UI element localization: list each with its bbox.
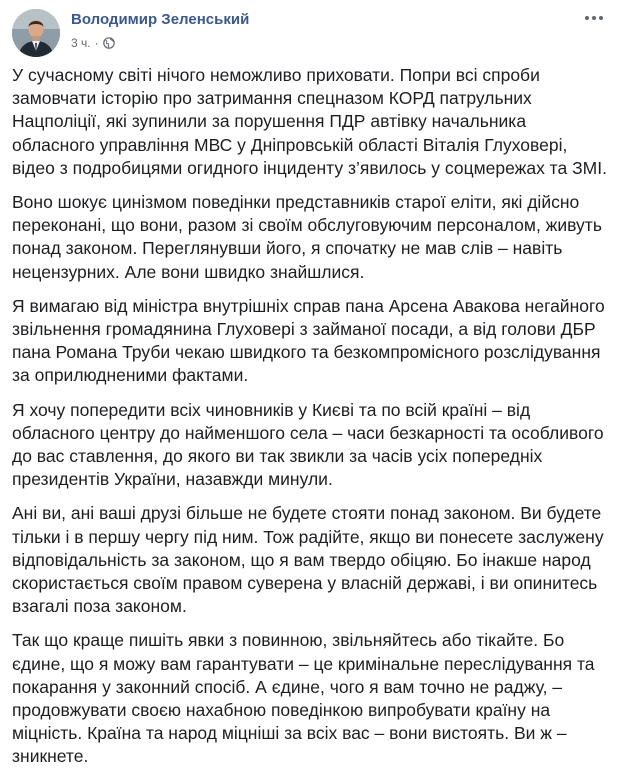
meta-separator: · bbox=[94, 36, 99, 50]
author-name-link[interactable]: Володимир Зеленський bbox=[71, 11, 250, 28]
author-avatar[interactable] bbox=[12, 9, 60, 57]
globe-icon[interactable] bbox=[103, 37, 115, 49]
post-timestamp[interactable]: 3 ч. bbox=[71, 36, 91, 50]
post-meta bbox=[71, 35, 115, 51]
post-paragraph-1: У сучасному світі нічого неможливо приховати. Попри всі спроби замовчати історію про затримання спецназом КОРД патрульних Нацполіції, які зупинили за порушення ПДР автівку начальника обласного управління МВС у Дніпровській області Віталія Глуховері, відео з подробицями огидного інциденту з’явилось у соцмережах та ЗМІ. bbox=[12, 65, 607, 178]
post-header bbox=[12, 9, 608, 57]
post-paragraph-4: Я хочу попередити всіх чиновників у Києві та по всій країні – від обласного центру до найменшого села – часи безкарності та особливого до вас ставлення, до якого ви так звикли за часів усіх попередніх президентів України, назавжди минули. bbox=[12, 399, 604, 490]
profile-photo bbox=[12, 9, 60, 57]
post-paragraph-2: Воно шокує цинізмом поведінки представників старої еліти, які дійсно переконані, що вони, разом зі своїм обслуговуючим персоналом, живуть понад законом. Переглянувши його, я спочатку не мав слів – навіть нецензурних. Але вони швидко знайшлися. bbox=[12, 192, 602, 282]
post-body bbox=[12, 64, 612, 780]
post-paragraph-6: Так що краще пишіть явки з повинною, звільняйтесь або тікайте. Бо єдине, що я можу вам гарантувати – це кримінальне переслідування та покарання у законний спосіб. А єдине, чого я вам точно не раджу, – продовжувати своєю нахабною поведінкою випробувати країну на міцність. Країна та народ міцніші за всіх вас – вони вистоять. Ви ж – зникнете. bbox=[12, 630, 595, 767]
more-horizontal-icon[interactable] bbox=[582, 7, 606, 29]
post-paragraph-3: Я вимагаю від міністра внутрішніх справ пана Арсена Авакова негайного звільнення громадянина Глуховері з займаної посади, а від голови ДБР пана Романа Труби чекаю швидкого та безкомпромісного розслідування за оприлюдненими фактами. bbox=[12, 295, 605, 386]
post-paragraph-5: Ані ви, ані ваші друзі більше не будете стояти понад законом. Ви будете тільки і в першу чергу під ним. Тож радійте, якщо ви понесете заслужену відповідальність за законом, що я вам твердо обіцяю. Бо інакше народ скористається своїм правом суверена у власній державі, і ви опинитесь взагалі поза законом. bbox=[12, 503, 604, 617]
